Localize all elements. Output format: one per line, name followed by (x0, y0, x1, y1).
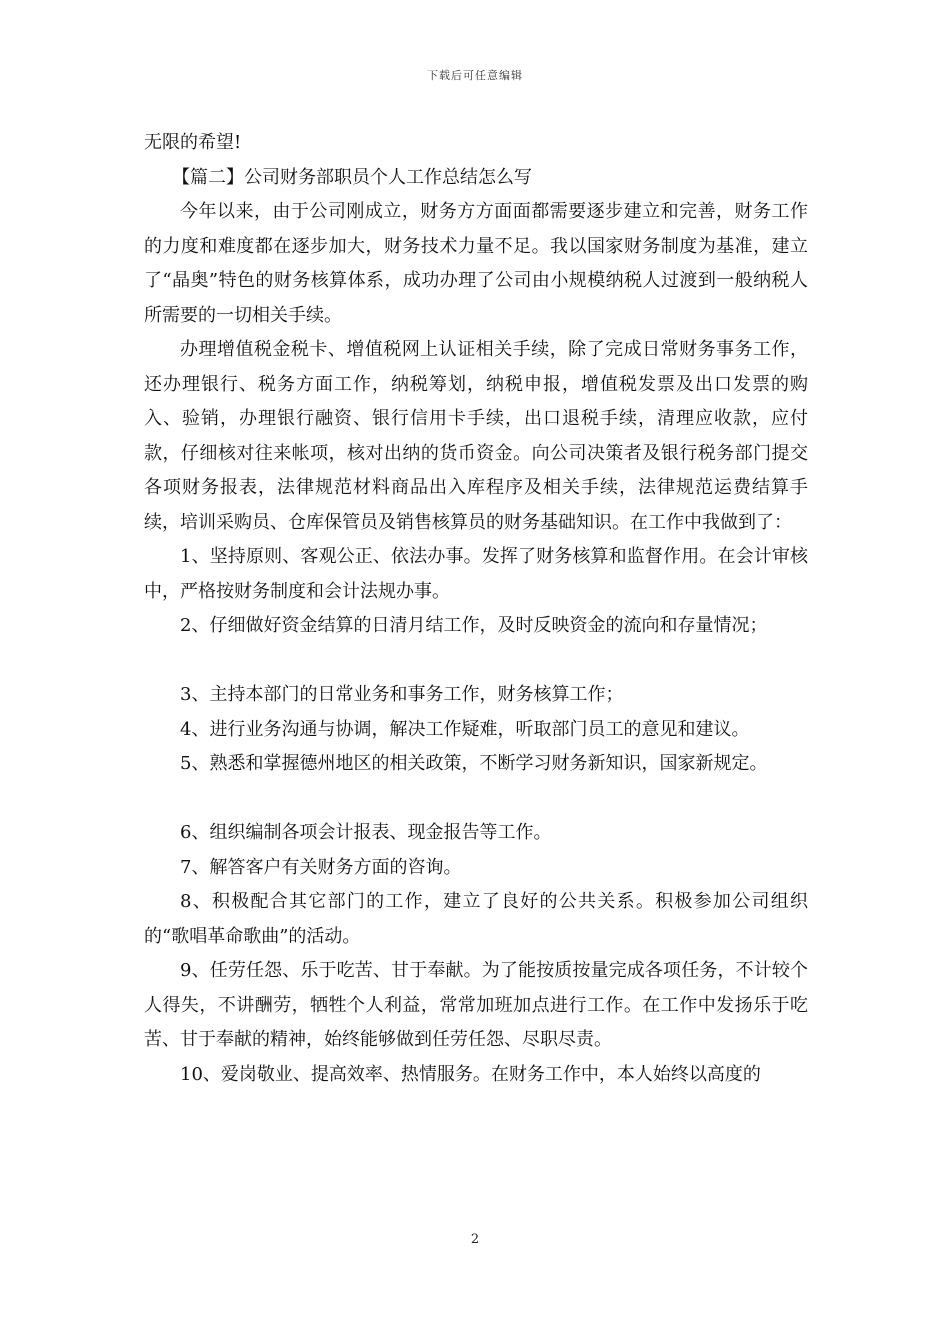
page-number: 2 (470, 1232, 480, 1247)
blank-line (144, 782, 808, 817)
blank-line (144, 644, 808, 679)
list-item: 5、熟悉和掌握德州地区的相关政策，不断学习财务新知识，国家新规定。 (180, 753, 768, 774)
paragraph-continuation: 无限的希望! (144, 132, 242, 153)
document-body (144, 126, 808, 1092)
paragraph: 今年以来，由于公司刚成立，财务方方面面都需要逐步建立和完善，财务工作的力度和难度都在逐步加大，财务技术力量不足。我以国家财务制度为基准，建立了“晶奥”特色的财务核算体系，成功办理了公司由小规模纳税人过渡到一般纳税人所需要的一切相关手续。 (144, 201, 808, 326)
list-item: 9、任劳任怨、乐于吃苦、甘于奉献。为了能按质按量完成各项任务，不计较个人得失，不讲酬劳，牺牲个人利益，常常加班加点进行工作。在工作中发扬乐于吃苦、甘于奉献的精神，始终能够做到任劳任怨、尽职尽责。 (144, 960, 808, 1050)
page-header: 下载后可任意编辑 (427, 69, 523, 82)
list-item: 8、积极配合其它部门的工作，建立了良好的公共关系。积极参加公司组织的“歌唱革命歌曲”的活动。 (144, 891, 808, 947)
list-item: 10、爱岗敬业、提高效率、热情服务。在财务工作中，本人始终以高度的 (180, 1063, 761, 1085)
list-item: 1、坚持原则、客观公正、依法办事。发挥了财务核算和监督作用。在会计审核中，严格按财务制度和会计法规办事。 (144, 546, 808, 602)
list-item: 6、组织编制各项会计报表、现金报告等工作。 (180, 822, 552, 843)
section-title: 【篇二】公司财务部职员个人工作总结怎么写 (172, 166, 532, 188)
list-item: 3、主持本部门的日常业务和事务工作，财务核算工作； (180, 684, 624, 705)
paragraph: 办理增值税金税卡、增值税网上认证相关手续，除了完成日常财务事务工作，还办理银行、税务方面工作，纳税筹划，纳税申报，增值税发票及出口发票的购入、验销，办理银行融资、银行信用卡手续，出口退税手续，清理应收款，应付款，仔细核对往来帐项，核对出纳的货币资金。向公司决策者及银行税务部门提交各项财务报表，法律规范材料商品出入库程序及相关手续，法律规范运费结算手续，培训采购员、仓库保管员及销售核算员的财务基础知识。在工作中我做到了： (144, 339, 808, 533)
list-item: 4、进行业务沟通与协调，解决工作疑难，听取部门员工的意见和建议。 (180, 718, 750, 740)
list-item: 7、解答客户有关财务方面的咨询。 (180, 856, 462, 878)
list-item: 2、仔细做好资金结算的日清月结工作，及时反映资金的流向和存量情况； (180, 615, 768, 636)
